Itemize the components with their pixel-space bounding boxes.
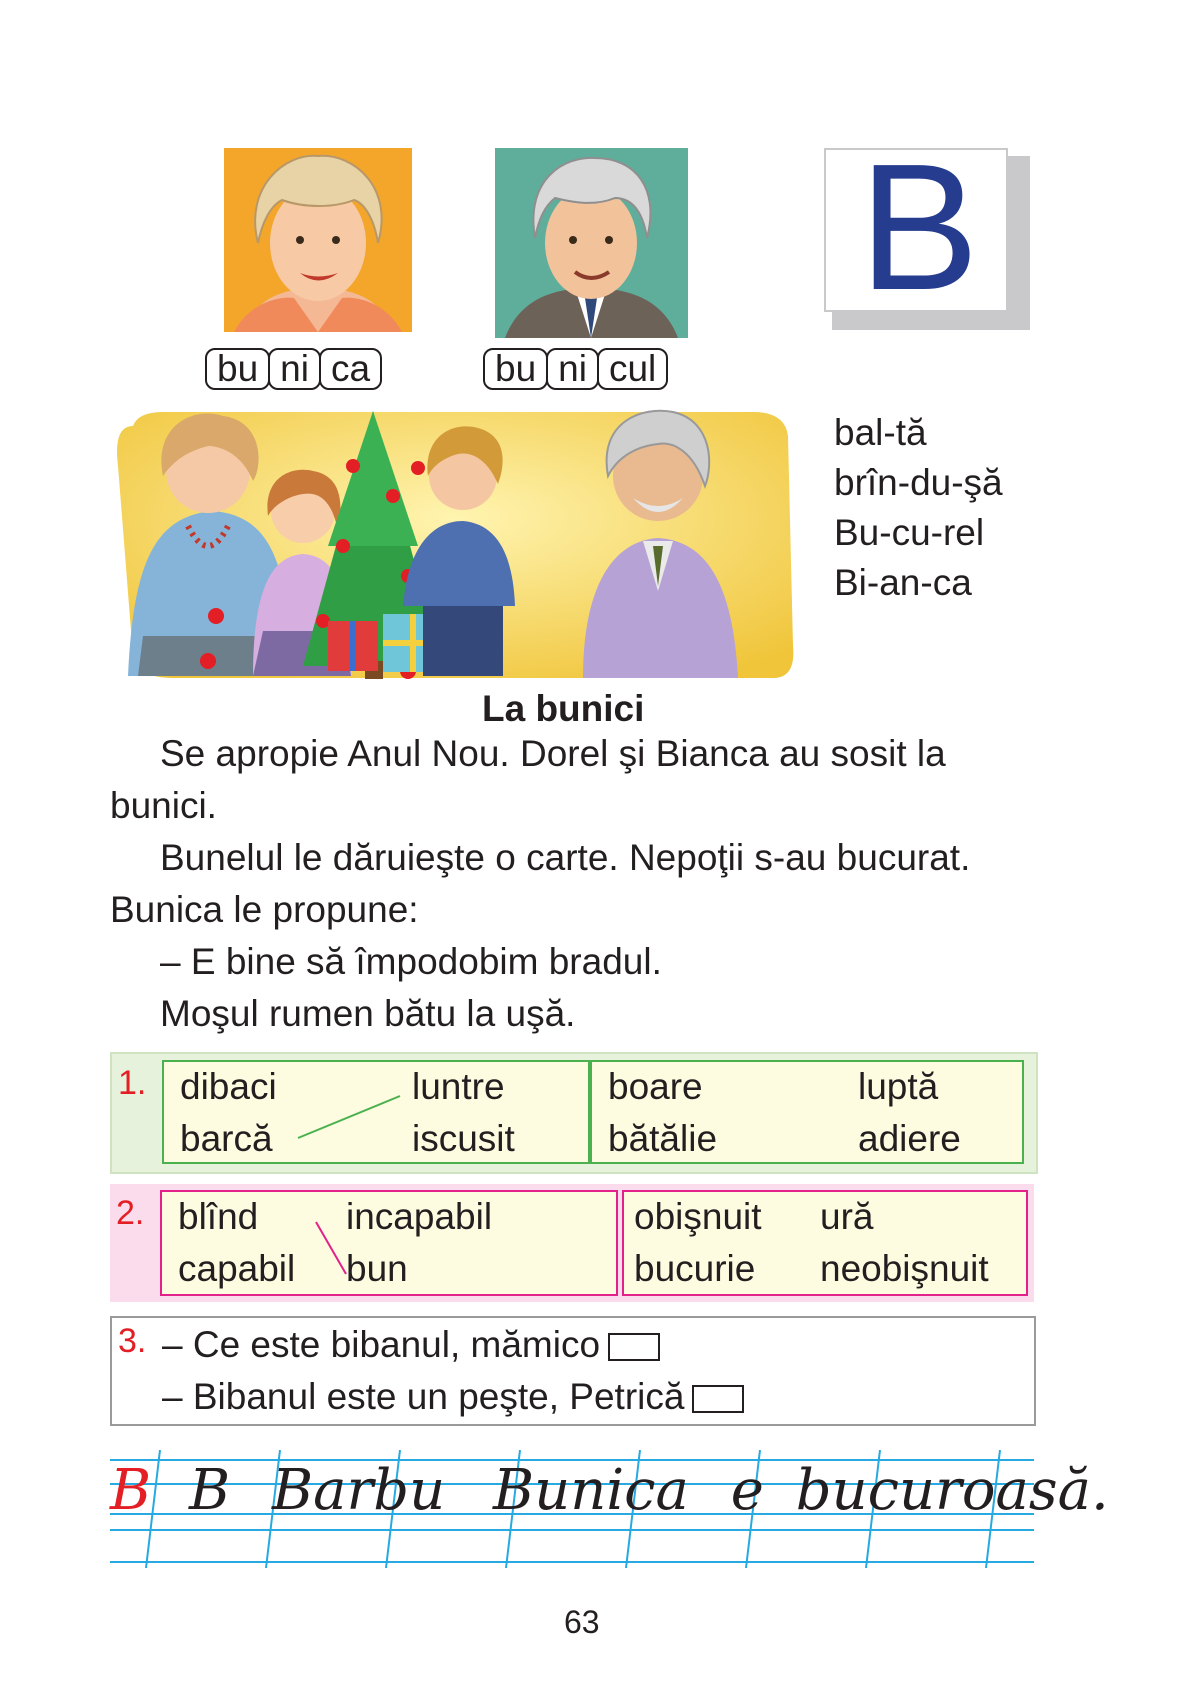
reading-title: La bunici	[482, 688, 645, 729]
word: neobişnuit	[820, 1248, 989, 1289]
syllable: ni	[546, 348, 599, 390]
text-line: Se apropie Anul Nou. Dorel şi Bianca au sosit la	[160, 733, 946, 774]
exercise-1-right-box	[590, 1060, 1024, 1164]
exercise-number: 2.	[116, 1194, 145, 1232]
text-line: bunici.	[110, 785, 217, 826]
handwriting-letter-model: B	[110, 1458, 152, 1523]
exercise-2-left-box	[160, 1190, 618, 1296]
syllables-bunicul	[483, 348, 666, 390]
exercise-2	[110, 1184, 1034, 1302]
reading-text	[110, 728, 1040, 1040]
word: boare	[608, 1066, 703, 1107]
letter-b: B	[858, 127, 980, 328]
word-item: Bu-cu-rel	[834, 512, 985, 553]
exercise-1-left-box	[162, 1060, 590, 1164]
grandfather-portrait	[495, 148, 688, 338]
exercise-1	[110, 1052, 1038, 1174]
dialogue-line	[162, 1324, 660, 1366]
dialogue-text: – Ce este bibanul, mămico	[162, 1324, 601, 1365]
word: barcă	[180, 1118, 273, 1159]
page-number: 63	[564, 1604, 600, 1640]
punctuation-answer-box[interactable]	[608, 1333, 660, 1361]
word: luntre	[412, 1066, 505, 1107]
handwriting-sample	[110, 1456, 1109, 1526]
dialogue-line	[162, 1376, 744, 1418]
handwriting-word: e	[730, 1458, 764, 1523]
word: blînd	[178, 1196, 259, 1237]
match-line	[312, 1218, 352, 1278]
syllable: bu	[483, 348, 548, 390]
handwriting-word: bucuroasă.	[795, 1458, 1109, 1523]
word: dibaci	[180, 1066, 277, 1107]
word: iscusit	[412, 1118, 515, 1159]
dialogue-text: – Bibanul este un peşte, Petrică	[162, 1376, 685, 1417]
word: luptă	[858, 1066, 939, 1107]
syllable: bu	[205, 348, 270, 390]
word: bătălie	[608, 1118, 718, 1159]
word-item: brîn-du-şă	[834, 462, 1003, 503]
exercise-number: 1.	[118, 1064, 147, 1102]
text-line: Moşul rumen bătu la uşă.	[160, 993, 576, 1034]
syllable: ni	[268, 348, 321, 390]
word-item: bal-tă	[834, 412, 927, 453]
word: incapabil	[346, 1196, 493, 1237]
syllable: ca	[319, 348, 382, 390]
syllables-bunica	[205, 348, 380, 390]
handwriting-letter: B	[188, 1458, 231, 1523]
family-christmas-illustration	[113, 406, 796, 682]
word: adiere	[858, 1118, 961, 1159]
exercise-3	[110, 1316, 1036, 1426]
text-line: Bunica le propune:	[110, 889, 419, 930]
word: bun	[346, 1248, 408, 1289]
word: capabil	[178, 1248, 296, 1289]
word-item: Bi-an-ca	[834, 562, 972, 603]
syllable-word-list	[834, 408, 1003, 608]
punctuation-answer-box[interactable]	[692, 1385, 744, 1413]
text-line: Bunelul le dăruieşte o carte. Nepoţii s-au bucurat.	[160, 837, 971, 878]
letter-card	[824, 127, 1030, 330]
handwriting-word: Bunica	[492, 1458, 689, 1523]
exercise-number: 3.	[118, 1322, 147, 1360]
handwriting-word: Barbu	[271, 1458, 446, 1523]
text-line: – E bine să împodobim bradul.	[160, 941, 662, 982]
grandmother-portrait	[224, 148, 412, 332]
word: bucurie	[634, 1248, 756, 1289]
word: ură	[820, 1196, 874, 1237]
word: obişnuit	[634, 1196, 762, 1237]
syllable: cul	[597, 348, 668, 390]
match-line	[294, 1092, 404, 1142]
exercise-2-right-box	[622, 1190, 1028, 1296]
handwriting-practice	[110, 1450, 1109, 1570]
